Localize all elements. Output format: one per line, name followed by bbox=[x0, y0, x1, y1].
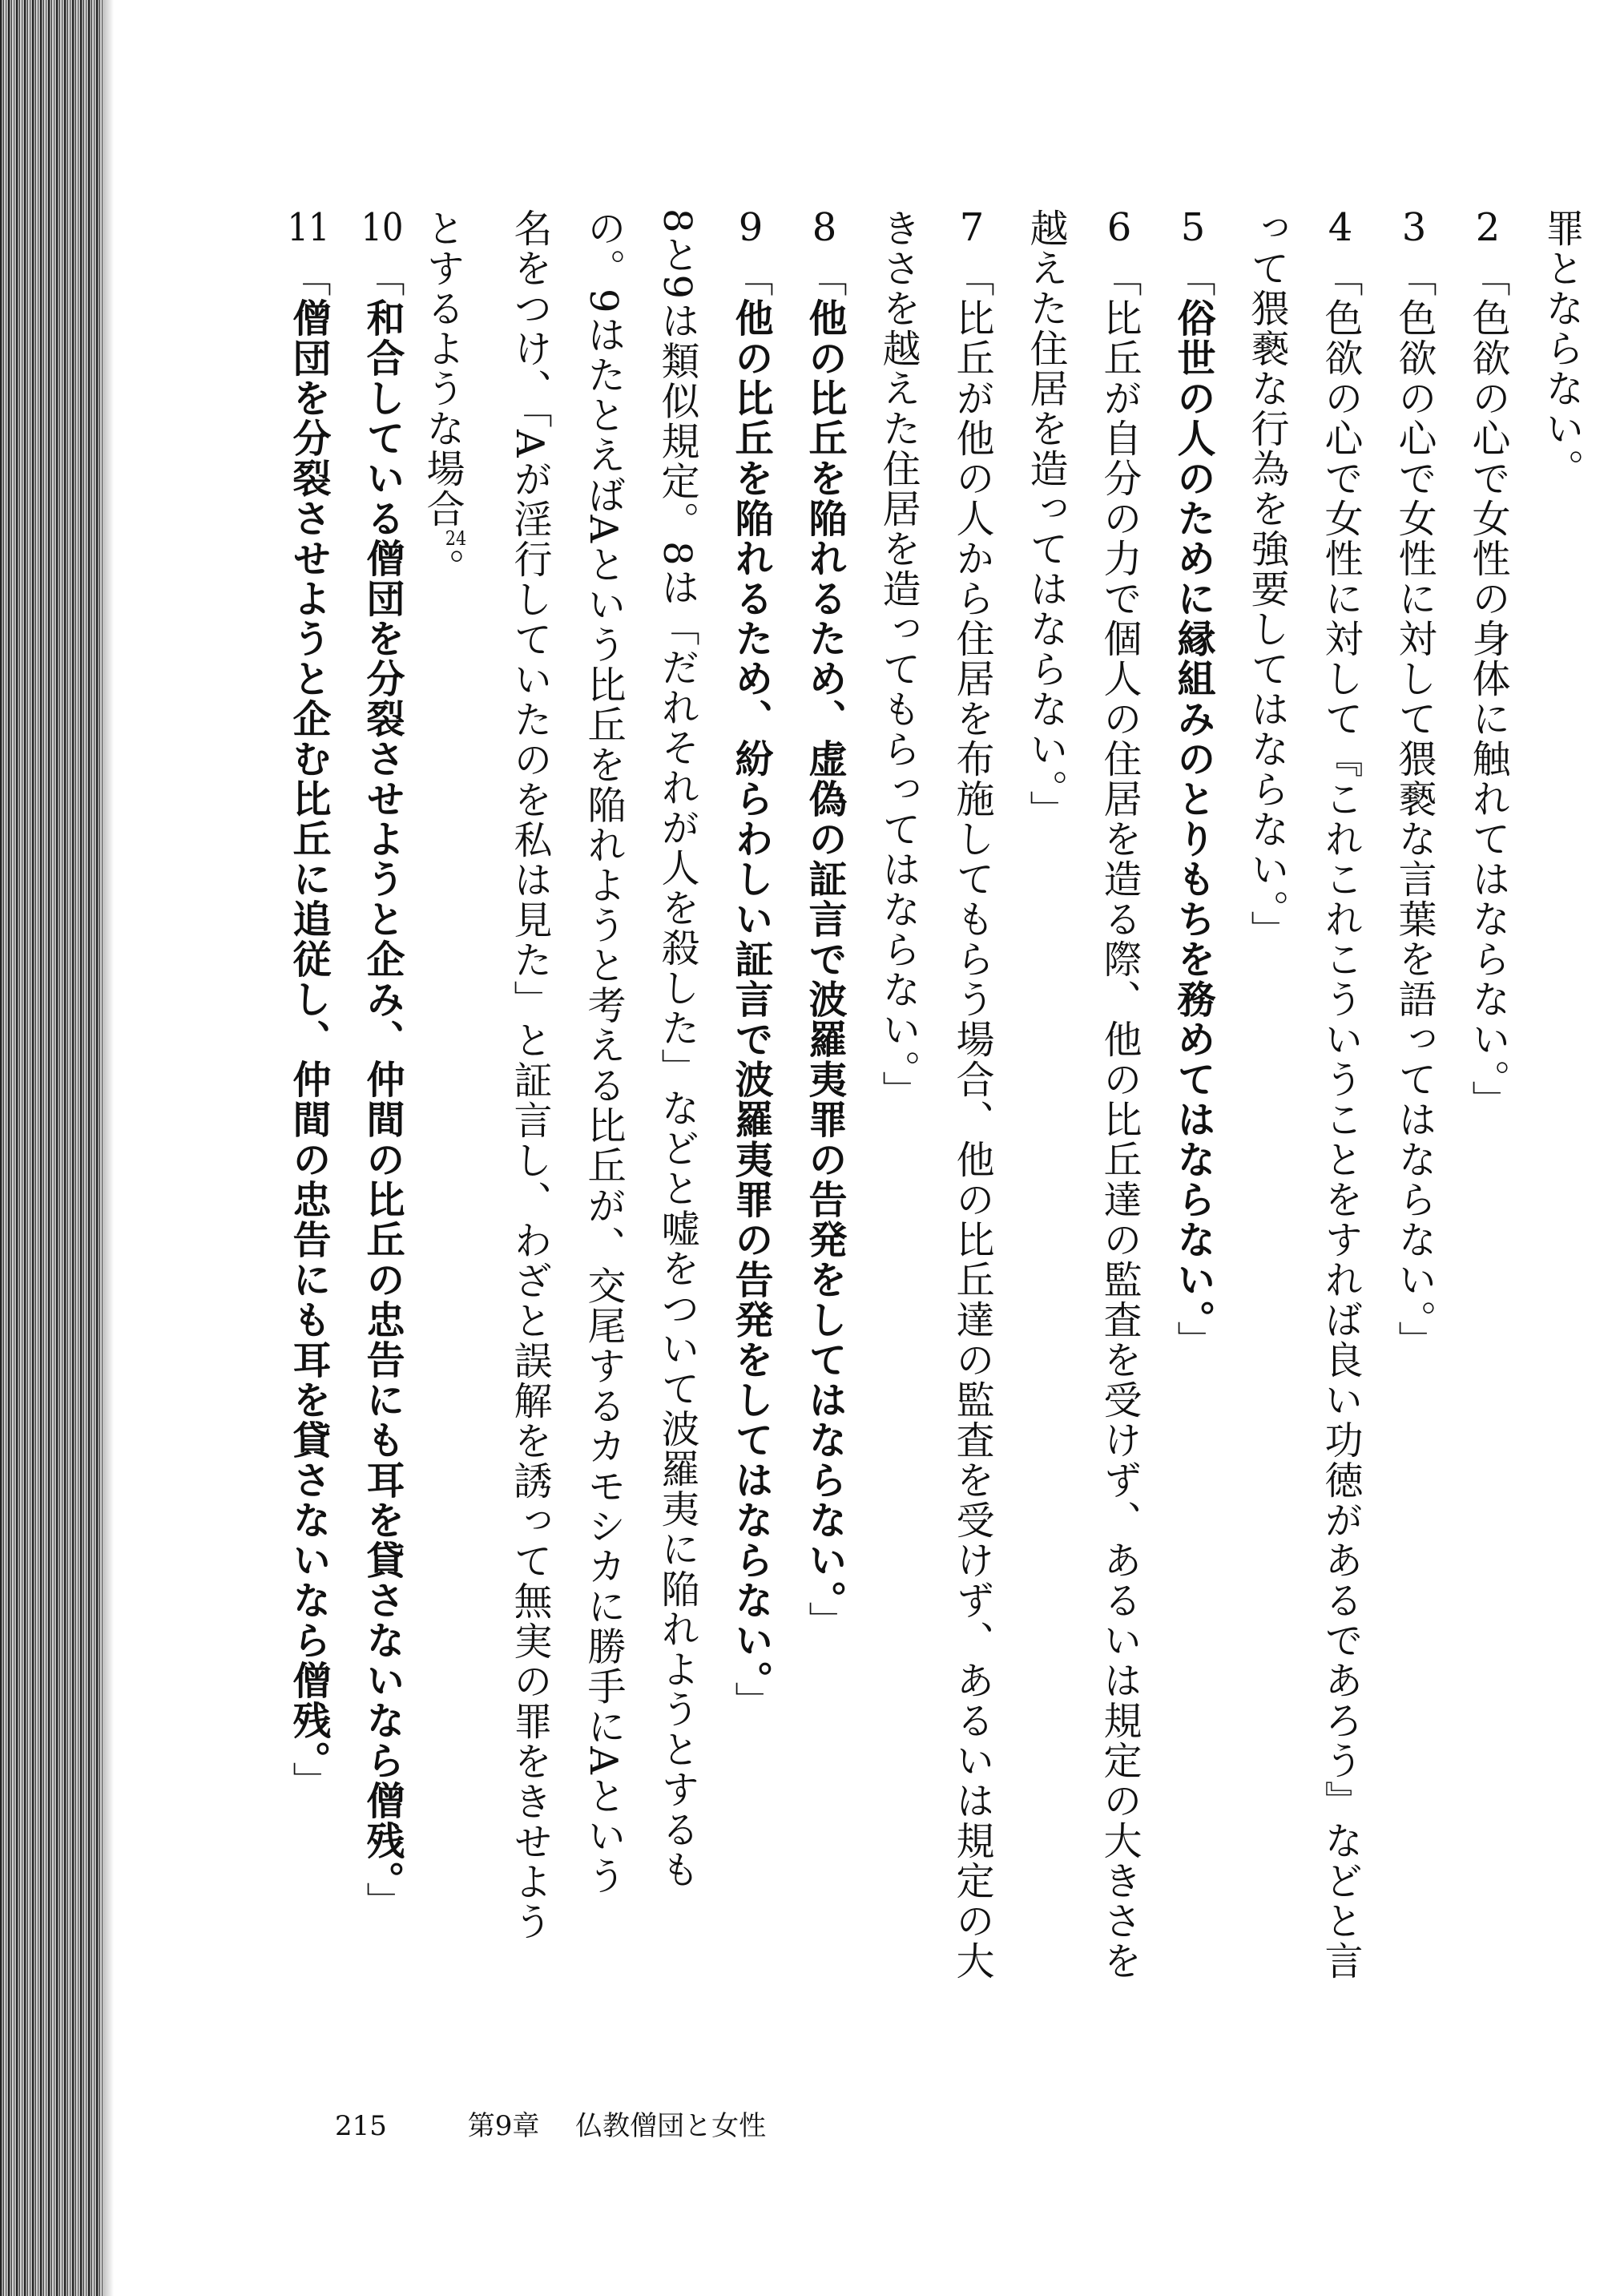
page-footer bbox=[335, 2104, 766, 2143]
text-column bbox=[1389, 208, 1439, 2012]
bold-rule-text: 和合している僧団を分裂させようと企み、仲間の比丘の忠告にも耳を貸さないなら僧残。 bbox=[360, 298, 405, 1882]
body-text: 「比丘が自分の力で個人の住居を造る際、他の比丘達の監査を受けず、あるいは規定の大きさを bbox=[1097, 258, 1142, 1981]
body-text: 「 bbox=[802, 258, 847, 298]
body-text: とするような場合 bbox=[420, 208, 465, 529]
bold-rule-text: 他の比丘を陥れるため、紛らわしい証言で波羅夷罪の告発をしてはならない。 bbox=[728, 298, 773, 1681]
rule-number: 5 bbox=[1180, 208, 1206, 247]
text-column bbox=[726, 208, 776, 2012]
text-column bbox=[1168, 208, 1218, 2012]
body-text: 「比丘が他の人から住居を布施してもらう場合、他の比丘達の監査を受けず、あるいは規定の大 bbox=[949, 258, 994, 1981]
body-text: 」 bbox=[1171, 1321, 1215, 1361]
bold-rule-text: 僧団を分裂させようと企む比丘に追従し、仲間の忠告にも耳を貸さないなら僧残。 bbox=[286, 298, 331, 1761]
body-text: 「 bbox=[728, 258, 773, 298]
text-column bbox=[1463, 208, 1513, 2012]
body-text: 」 bbox=[728, 1681, 773, 1721]
rule-number: 4 bbox=[1328, 208, 1353, 247]
body-text: 名をつけ、「Aが淫行していたのを私は見た」と証言し、わざと誤解を誘って無実の罪をきせよう bbox=[507, 208, 552, 1942]
bold-rule-text: 俗世の人のために縁組みのとりもちを務めてはならない。 bbox=[1171, 298, 1215, 1321]
footnote-ref: 24 bbox=[445, 529, 467, 548]
text-column bbox=[1021, 208, 1070, 2012]
body-text: 越えた住居を造ってはならない。」 bbox=[1023, 208, 1068, 830]
rule-number: 3 bbox=[1401, 208, 1427, 247]
rule-number: 7 bbox=[959, 208, 985, 247]
vertical-text-block bbox=[264, 208, 1586, 2012]
body-text: 」 bbox=[802, 1601, 847, 1641]
body-text: 「色欲の心で女性に対して猥褻な言葉を語ってはならない。」 bbox=[1392, 258, 1437, 1361]
text-column bbox=[947, 208, 997, 2012]
body-text: 」 bbox=[286, 1761, 331, 1802]
text-column bbox=[578, 208, 628, 2012]
body-text: 「色欲の心で女性の身体に触れてはならない。」 bbox=[1465, 258, 1510, 1120]
body-text: 罪とならない。 bbox=[1539, 208, 1584, 489]
text-column bbox=[1242, 208, 1292, 2012]
text-column bbox=[1094, 208, 1144, 2012]
body-text: 」 bbox=[360, 1882, 405, 1922]
scan-binding-edge bbox=[0, 0, 103, 2296]
text-column bbox=[420, 208, 481, 2012]
body-text: って猥褻な行為を強要してはならない。」 bbox=[1244, 208, 1289, 950]
body-text: 「色欲の心で女性に対して『これこれこういうことをすれば良い功徳があるであろう』などと言 bbox=[1318, 258, 1363, 1981]
text-column bbox=[1316, 208, 1365, 2012]
text-column bbox=[284, 208, 333, 2012]
body-text: の。9はたとえばAという比丘を陥れようと考える比丘が、交尾するカモシカに勝手にAという bbox=[581, 208, 626, 1896]
rule-number: 6 bbox=[1106, 208, 1132, 247]
chapter-title: 仏教僧団と女性 bbox=[575, 2110, 767, 2142]
body-text: きさを越えた住居を造ってもらってはならない。」 bbox=[876, 208, 921, 1111]
rule-number: 8 bbox=[812, 208, 837, 247]
body-text: 8と9は類似規定。8は「だれそれが人を殺した」などと嘘をついて波羅夷に陥れようとするも bbox=[655, 208, 699, 1890]
body-text: 「 bbox=[1171, 258, 1215, 298]
text-column bbox=[800, 208, 849, 2012]
body-text: 「 bbox=[360, 258, 405, 298]
rule-number: 9 bbox=[738, 208, 764, 247]
rule-number: 11 bbox=[287, 208, 330, 247]
text-column bbox=[652, 208, 702, 2012]
page-number: 215 bbox=[335, 2110, 387, 2142]
text-column bbox=[873, 208, 923, 2012]
chapter-number: 第9章 bbox=[467, 2110, 540, 2142]
text-column bbox=[357, 208, 407, 2012]
text-column bbox=[1537, 208, 1586, 2012]
rule-number: 2 bbox=[1475, 208, 1501, 247]
body-text: 「 bbox=[286, 258, 331, 298]
text-column bbox=[505, 208, 554, 2012]
rule-number: 10 bbox=[361, 208, 404, 247]
bold-rule-text: 他の比丘を陥れるため、虚偽の証言で波羅夷罪の告発をしてはならない。 bbox=[802, 298, 847, 1601]
punctuation: 。 bbox=[420, 548, 465, 588]
